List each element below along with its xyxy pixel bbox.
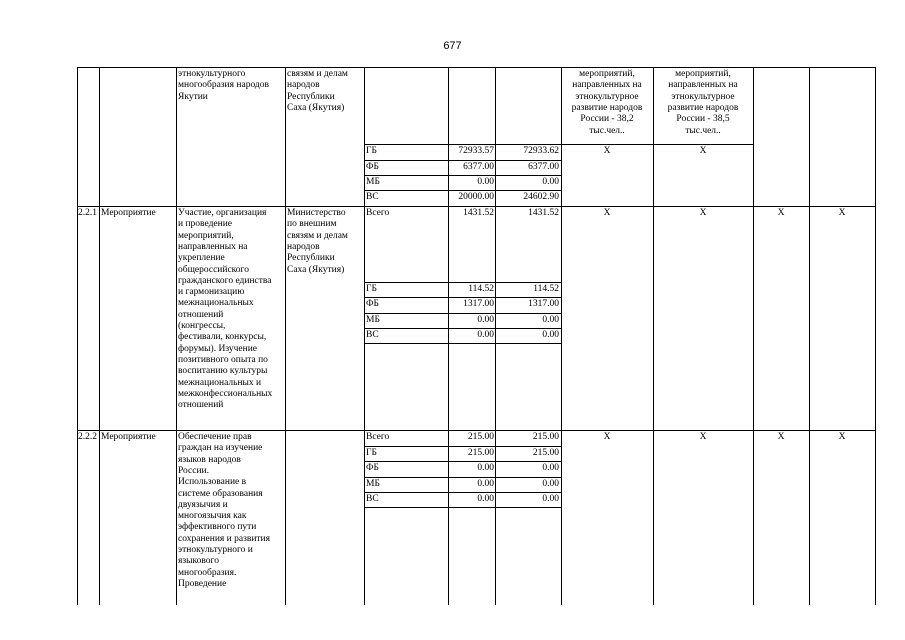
cell-description: эффективного пути [178, 522, 257, 533]
column-line [753, 67, 754, 605]
cell-funding-source: ГБ [366, 284, 377, 294]
cell-mark: X [777, 432, 785, 442]
cell-value: 0.00 [542, 315, 559, 325]
page-number: 677 [443, 40, 462, 52]
column-line [176, 67, 177, 605]
cell-description: воспитанию культуры [178, 366, 268, 377]
cell-value: 215.00 [532, 432, 559, 442]
cell-indicator-text: тыс.чел.. [589, 125, 625, 136]
row-line [364, 477, 562, 478]
cell-value: 0.00 [542, 330, 559, 340]
column-line [875, 67, 876, 605]
cell-value: 24602.90 [523, 192, 559, 202]
cell-value: 6377.00 [528, 162, 559, 172]
cell-value: 0.00 [477, 479, 494, 489]
cell-value: 0.00 [477, 463, 494, 473]
cell-value: 0.00 [542, 463, 559, 473]
cell-indicator-text: направленных на [668, 80, 738, 91]
cell-value: 1317.00 [463, 299, 494, 309]
cell-description: позитивного опыта по [178, 354, 268, 365]
cell-executor-text: связям и делам [287, 69, 348, 79]
cell-mark: X [838, 208, 846, 218]
cell-value: 1431.52 [463, 208, 494, 218]
cell-executor-text: по внешним [287, 219, 337, 230]
cell-item-number: 2.2.2 [78, 432, 97, 442]
cell-value: 0.00 [477, 315, 494, 325]
cell-description: межнациональных [178, 298, 254, 309]
cell-item-type: Мероприятие [101, 432, 156, 442]
cell-funding-source: Всего [366, 432, 390, 442]
row-line [364, 282, 562, 283]
cell-value: 0.00 [477, 330, 494, 340]
row-line [561, 144, 754, 145]
cell-goal-text: Якутии [178, 91, 208, 102]
cell-value: 215.00 [467, 432, 494, 442]
cell-indicator-text: России - 38,5 [676, 114, 730, 125]
cell-indicator-text: направленных на [572, 80, 642, 91]
row-line [364, 313, 562, 314]
cell-indicator-text: развитие народов [667, 102, 739, 113]
cell-executor-text: Министерство [287, 208, 346, 218]
cell-description: многоязычия как [178, 511, 247, 522]
cell-value: 0.00 [542, 494, 559, 504]
column-line [285, 67, 286, 605]
cell-description: России. [178, 465, 210, 476]
cell-funding-source: ВС [366, 330, 379, 340]
cell-value: 215.00 [532, 448, 559, 458]
cell-executor-text: Саха (Якутия) [287, 102, 345, 113]
cell-value: 6377.00 [463, 162, 494, 172]
cell-funding-source: ФБ [366, 162, 379, 172]
cell-executor-text: народов [287, 241, 320, 252]
cell-value: 215.00 [467, 448, 494, 458]
cell-description: Участие, организация [178, 208, 267, 218]
row-line [364, 461, 562, 462]
cell-description: граждан на изучение [178, 443, 263, 454]
cell-indicator-text: этнокультурное [671, 91, 735, 102]
row-line [364, 507, 562, 508]
cell-goal-text: этнокультурного [178, 69, 246, 79]
cell-value: 72933.57 [458, 146, 494, 156]
cell-funding-source: ФБ [366, 299, 379, 309]
row-line [364, 297, 562, 298]
cell-funding-source: ГБ [366, 448, 377, 458]
cell-item-type: Мероприятие [101, 208, 156, 218]
cell-description: языков народов [178, 454, 241, 465]
cell-value: 0.00 [477, 494, 494, 504]
column-line [364, 67, 365, 605]
cell-description: Обеспечение прав [178, 432, 252, 442]
row-line [364, 492, 562, 493]
cell-description: (конгрессы, [178, 321, 226, 331]
cell-mark: X [603, 146, 611, 156]
cell-mark: X [699, 146, 707, 156]
column-line [809, 67, 810, 605]
cell-description: отношений [178, 400, 224, 411]
cell-description: межконфессиональных [178, 388, 273, 399]
cell-funding-source: ГБ [366, 146, 377, 156]
cell-description: и проведение [178, 219, 232, 230]
cell-indicator-text: мероприятий, [579, 69, 635, 79]
table-top-border [77, 67, 876, 68]
cell-funding-source: ФБ [366, 463, 379, 473]
cell-description: двуязычия и [178, 499, 228, 510]
cell-executor-text: Республики [287, 253, 335, 264]
cell-goal-text: многообразия народов [178, 80, 269, 91]
cell-funding-source: ВС [366, 494, 379, 504]
cell-mark: X [603, 432, 611, 442]
cell-funding-source: Всего [366, 208, 390, 218]
cell-mark: X [603, 208, 611, 218]
cell-description: форумы). Изучение [178, 343, 258, 354]
cell-value: 1431.52 [528, 208, 559, 218]
cell-indicator-text: этнокультурное [575, 91, 639, 102]
cell-description: мероприятий, [178, 230, 234, 241]
block-border [77, 430, 876, 431]
cell-mark: X [838, 432, 846, 442]
column-line [99, 67, 100, 605]
cell-description: Проведение [178, 578, 227, 589]
cell-value: 114.52 [468, 284, 494, 294]
cell-indicator-text: мероприятий, [675, 69, 731, 79]
cell-description: отношений [178, 309, 224, 320]
cell-description: межнациональных и [178, 377, 262, 388]
cell-indicator-text: тыс.чел.. [685, 125, 721, 136]
column-line [77, 67, 78, 605]
block-border [77, 206, 876, 207]
cell-item-number: 2.2.1 [78, 208, 97, 218]
row-line [364, 175, 562, 176]
cell-funding-source: ВС [366, 192, 379, 202]
cell-description: гражданского единства [178, 275, 272, 286]
cell-indicator-text: развитие народов [571, 102, 643, 113]
cell-funding-source: МБ [366, 315, 380, 325]
cell-value: 0.00 [542, 177, 559, 187]
cell-description: Использование в [178, 477, 247, 488]
cell-description: многообразия. [178, 567, 237, 578]
cell-value: 72933.62 [523, 146, 559, 156]
cell-description: этнокультурного и [178, 545, 253, 555]
cell-description: и гармонизацию [178, 287, 245, 298]
cell-value: 20000.00 [458, 192, 494, 202]
row-line [364, 328, 562, 329]
cell-description: направленных на [178, 241, 248, 252]
cell-executor-text: Республики [287, 91, 335, 102]
cell-value: 0.00 [542, 479, 559, 489]
row-line [364, 144, 562, 145]
cell-value: 114.52 [533, 284, 559, 294]
cell-value: 1317.00 [528, 299, 559, 309]
cell-value: 0.00 [477, 177, 494, 187]
cell-description: системе образования [178, 488, 263, 499]
row-line [364, 446, 562, 447]
cell-description: сохранения и развития [178, 533, 271, 544]
cell-funding-source: МБ [366, 177, 380, 187]
row-line [364, 190, 562, 191]
cell-executor-text: народов [287, 80, 320, 91]
cell-description: укрепление [178, 253, 225, 264]
cell-description: фестивали, конкурсы, [178, 332, 267, 343]
cell-indicator-text: России - 38,2 [580, 114, 634, 125]
cell-description: общероссийского [178, 264, 249, 275]
cell-description: языкового [178, 556, 219, 567]
row-line [364, 343, 562, 344]
cell-funding-source: МБ [366, 479, 380, 489]
row-line [364, 160, 562, 161]
cell-executor-text: Саха (Якутия) [287, 264, 345, 275]
cell-executor-text: связям и делам [287, 230, 348, 241]
cell-mark: X [699, 432, 707, 442]
cell-mark: X [699, 208, 707, 218]
cell-mark: X [777, 208, 785, 218]
